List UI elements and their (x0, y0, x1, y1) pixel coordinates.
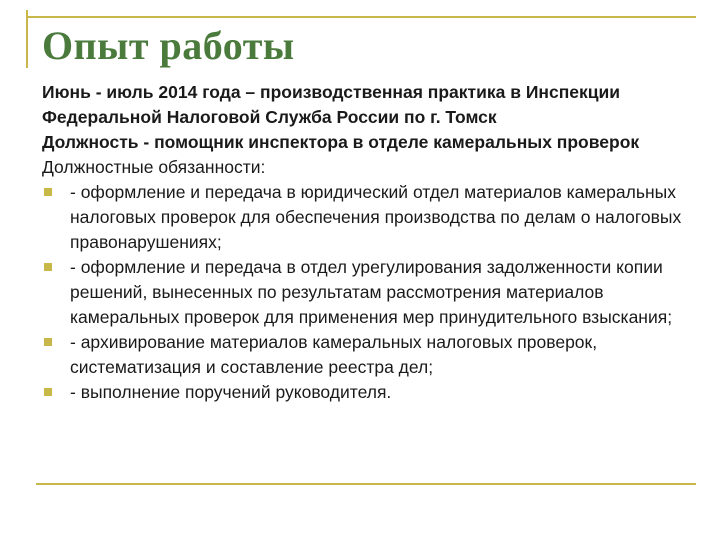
square-bullet-icon (44, 338, 52, 346)
frame-bottom-line (36, 483, 696, 485)
duty-text: - оформление и передача в юридический отдел материалов камеральных налоговых проверок для обеспечения производства по делам о налоговых правонарушениях; (70, 182, 682, 252)
duty-item (42, 330, 702, 380)
duty-item (42, 255, 702, 330)
duties-heading: Должностные обязанности: (42, 157, 266, 177)
slide-title: Опыт работы (42, 23, 295, 68)
frame-top-line (26, 16, 696, 18)
position-line: Должность - помощник инспектора в отделе камеральных проверок (42, 132, 640, 152)
duty-item (42, 180, 702, 255)
slide-content (42, 80, 702, 405)
period-line: Июнь - июль 2014 года – производственная практика в Инспекции Федеральной Налоговой Служба России по г. Томск (42, 82, 621, 127)
frame-left-line (26, 10, 28, 68)
square-bullet-icon (44, 388, 52, 396)
duty-text: - оформление и передача в отдел урегулирования задолженности копии решений, вынесенных по результатам рассмотрения материалов камеральных проверок для применения мер принудительного взыскания; (70, 257, 673, 327)
duty-text: - выполнение поручений руководителя. (70, 382, 392, 402)
duty-item (42, 380, 702, 405)
duties-list (42, 180, 702, 405)
square-bullet-icon (44, 188, 52, 196)
square-bullet-icon (44, 263, 52, 271)
duty-text: - архивирование материалов камеральных налоговых проверок, систематизация и составление реестра дел; (70, 332, 598, 377)
